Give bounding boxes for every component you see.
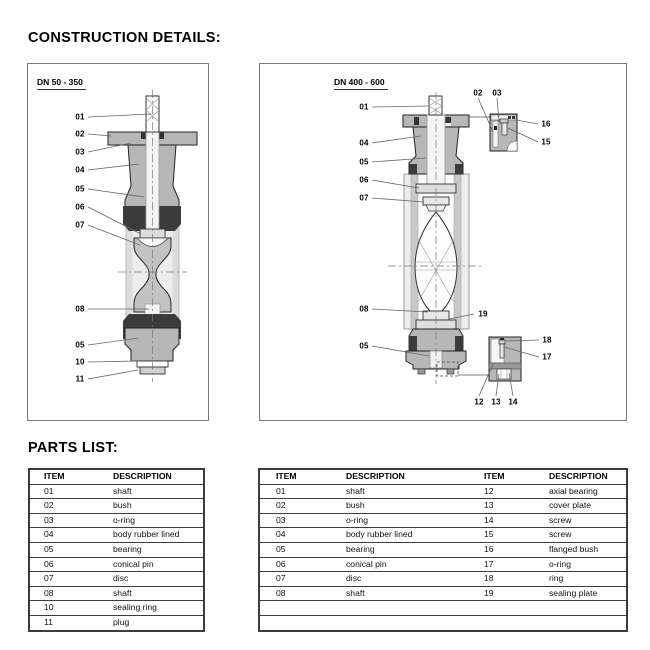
table-cell: body rubber lined	[346, 529, 413, 540]
callout-label-16: 16	[541, 119, 551, 129]
range-label-dn50-350: DN 50 - 350	[37, 77, 86, 90]
table-cell	[259, 601, 338, 616]
leader-line-11	[88, 370, 138, 379]
diagram-panel-dn50-350	[27, 63, 209, 421]
table-cell: cover plate	[549, 500, 592, 511]
callout-label-06: 06	[359, 175, 369, 185]
table-row	[29, 542, 204, 557]
leader-line-17	[504, 347, 539, 357]
top-detail-inset	[490, 114, 517, 151]
parts-table-dn400-600	[258, 468, 628, 632]
callout-label-01: 01	[359, 102, 369, 112]
leader-line-05	[88, 338, 139, 345]
table-cell: 06	[44, 558, 54, 569]
leader-line-04	[88, 164, 139, 170]
table-cell: 18	[484, 573, 494, 584]
column-header: ITEM	[484, 471, 505, 481]
construction-details-heading: CONSTRUCTION DETAILS:	[28, 30, 221, 46]
leader-line-05	[372, 158, 426, 162]
callout-label-06: 06	[75, 202, 85, 212]
callout-label-05: 05	[359, 157, 369, 167]
table-cell: 19	[484, 587, 494, 598]
callout-label-05: 05	[359, 341, 369, 351]
leader-lines-right	[260, 64, 626, 420]
callout-label-08: 08	[359, 304, 369, 314]
column-header: ITEM	[44, 471, 65, 481]
table-row	[259, 542, 627, 557]
table-cell: 17	[484, 558, 494, 569]
table-cell: 16	[484, 543, 494, 554]
table-row	[259, 513, 627, 528]
leader-line-02	[478, 98, 493, 132]
leader-lines-left	[28, 64, 208, 420]
callout-label-03: 03	[75, 147, 85, 157]
callout-label-12: 12	[474, 397, 484, 407]
table-cell	[338, 615, 476, 630]
leader-line-19	[449, 314, 474, 319]
table-cell: 04	[276, 529, 286, 540]
leader-line-14	[509, 373, 513, 396]
column-header: DESCRIPTION	[549, 471, 608, 481]
table-row	[29, 615, 204, 630]
callout-label-11: 11	[75, 374, 85, 384]
table-cell	[476, 615, 539, 630]
callout-label-17: 17	[542, 352, 552, 362]
table-cell: 15	[484, 529, 494, 540]
callout-label-05: 05	[75, 184, 85, 194]
table-cell: o-ring	[346, 514, 368, 525]
table-cell	[338, 601, 476, 616]
callout-label-18: 18	[542, 335, 552, 345]
leader-line-16	[516, 120, 538, 124]
table-cell: ring	[549, 573, 564, 584]
table-cell	[539, 615, 627, 630]
column-header: ITEM	[276, 471, 297, 481]
table-row	[259, 528, 627, 543]
valve-cross-section-dn400-600	[260, 64, 626, 420]
table-cell: 07	[44, 573, 54, 584]
table-cell: o-ring	[113, 514, 135, 525]
table-row	[259, 499, 627, 514]
table-row	[29, 601, 204, 616]
callout-label-02: 02	[75, 129, 85, 139]
table-cell	[476, 601, 539, 616]
table-cell: bearing	[113, 543, 142, 554]
table-cell: sealing ring	[113, 602, 157, 613]
callout-label-13: 13	[491, 397, 501, 407]
callout-label-15: 15	[541, 137, 551, 147]
table-cell: 03	[44, 514, 54, 525]
callout-label-01: 01	[75, 112, 85, 122]
callout-label-10: 10	[75, 357, 85, 367]
table-row	[259, 615, 627, 630]
column-header: DESCRIPTION	[346, 471, 405, 481]
table-cell: shaft	[113, 587, 132, 598]
callout-label-04: 04	[359, 138, 369, 148]
callout-label-08: 08	[75, 304, 85, 314]
callout-label-02: 02	[473, 88, 483, 98]
callout-label-05: 05	[75, 340, 85, 350]
table-cell: disc	[346, 573, 362, 584]
table-cell: 05	[44, 543, 54, 554]
leader-line-12	[479, 364, 493, 396]
leader-line-15	[508, 128, 538, 142]
leader-line-03	[88, 143, 131, 152]
table-row	[29, 586, 204, 601]
table-cell: 10	[44, 602, 54, 613]
leader-line-01	[88, 114, 151, 117]
leader-line-06	[88, 207, 141, 234]
table-cell: shaft	[346, 587, 365, 598]
table-row	[29, 499, 204, 514]
table-cell	[259, 615, 338, 630]
table-row	[259, 557, 627, 572]
table-cell: axial bearing	[549, 485, 598, 496]
table-cell: 08	[44, 587, 54, 598]
table-cell: plug	[113, 616, 130, 627]
callout-label-03: 03	[492, 88, 502, 98]
table-cell: 04	[44, 529, 54, 540]
table-cell: 14	[484, 514, 494, 525]
table-row	[29, 513, 204, 528]
table-row	[29, 528, 204, 543]
table-row	[29, 572, 204, 587]
table-cell: 07	[276, 573, 286, 584]
table-cell: conical pin	[113, 558, 154, 569]
table-cell: 05	[276, 543, 286, 554]
leader-line-18	[506, 340, 539, 341]
table-cell: bearing	[346, 543, 375, 554]
table-cell: flanged bush	[549, 543, 599, 554]
table-cell: screw	[549, 514, 572, 525]
table-cell: body rubber lined	[113, 529, 180, 540]
table-cell: 12	[484, 485, 494, 496]
table-row	[259, 586, 627, 601]
table-cell: sealing plate	[549, 587, 598, 598]
range-label-dn400-600: DN 400 - 600	[334, 77, 388, 90]
leader-line-03	[497, 98, 499, 122]
table-cell: disc	[113, 573, 129, 584]
leader-line-02	[88, 134, 111, 136]
table-cell: o-ring	[549, 558, 571, 569]
table-cell: shaft	[113, 485, 132, 496]
leader-line-10	[88, 361, 138, 362]
leader-line-13	[496, 374, 499, 396]
table-cell: conical pin	[346, 558, 387, 569]
table-cell: 11	[44, 616, 53, 627]
table-cell: screw	[549, 529, 572, 540]
leader-line-05	[88, 189, 144, 197]
leader-line-06	[372, 180, 419, 188]
column-header: DESCRIPTION	[113, 471, 172, 481]
leader-line-07	[372, 198, 424, 202]
callout-label-19: 19	[478, 309, 488, 319]
table-row	[259, 484, 627, 499]
table-cell: 13	[484, 500, 494, 511]
parts-list-heading: PARTS LIST:	[28, 440, 119, 456]
callout-label-07: 07	[359, 193, 369, 203]
table-row	[29, 557, 204, 572]
valve-cross-section-dn50-350	[28, 64, 208, 420]
bottom-detail-inset	[489, 337, 521, 381]
table-row	[29, 484, 204, 499]
table-cell: 01	[276, 485, 286, 496]
leader-line-05	[372, 346, 429, 356]
diagram-panel-dn400-600	[259, 63, 627, 421]
table-cell: shaft	[346, 485, 365, 496]
callout-label-14: 14	[508, 397, 518, 407]
table-header-row	[29, 469, 204, 484]
table-cell: 06	[276, 558, 286, 569]
parts-table-dn50-350	[28, 468, 205, 632]
table-cell: bush	[346, 500, 365, 511]
table-cell: 03	[276, 514, 286, 525]
leader-line-07	[88, 225, 140, 245]
callout-label-04: 04	[75, 165, 85, 175]
table-cell: 02	[276, 500, 286, 511]
table-header-row	[259, 469, 627, 484]
callout-label-07: 07	[75, 220, 85, 230]
table-cell: 01	[44, 485, 54, 496]
table-row	[259, 601, 627, 616]
table-cell: 02	[44, 500, 54, 511]
table-cell: 08	[276, 587, 286, 598]
table-cell	[539, 601, 627, 616]
leader-line-04	[372, 136, 421, 143]
leader-line-08	[372, 309, 428, 312]
table-row	[259, 572, 627, 587]
table-cell: bush	[113, 500, 132, 511]
leader-line-01	[372, 106, 428, 107]
